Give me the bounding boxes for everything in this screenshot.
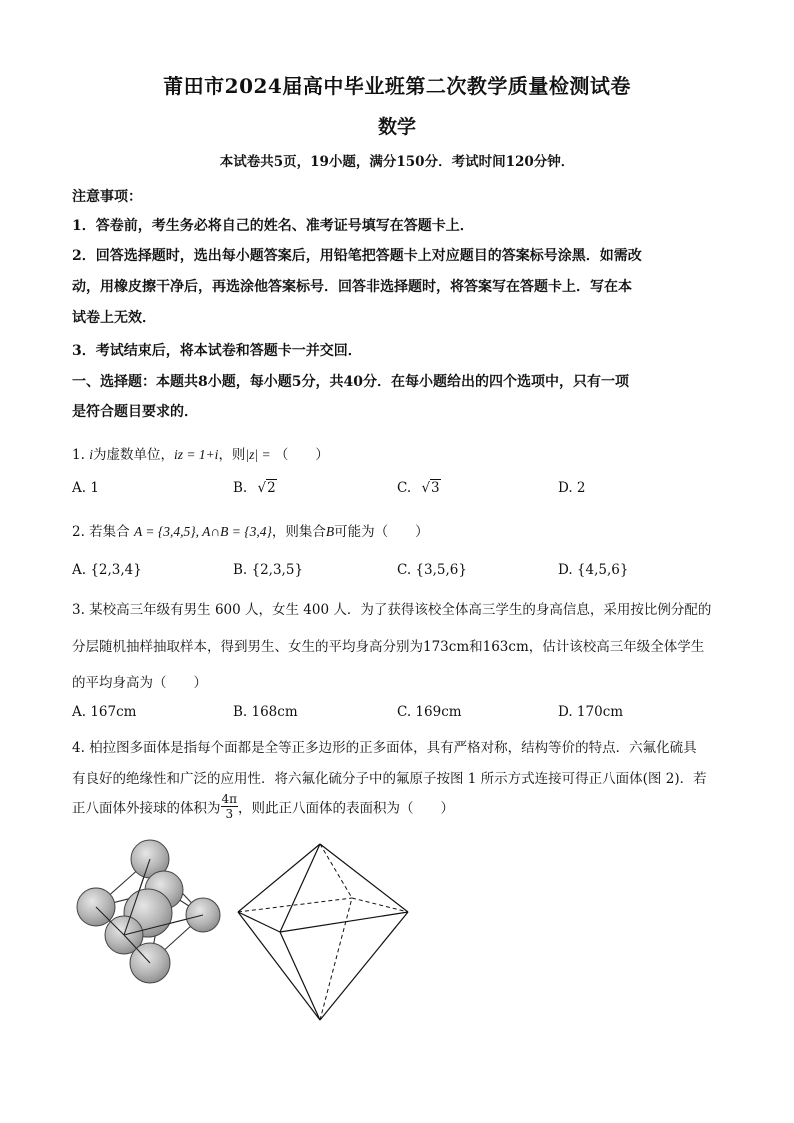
q2-option-a[interactable]: A. {2,3,4} (72, 562, 142, 578)
q1-option-b-value: 2 (267, 480, 276, 496)
set-b-symbol: B (325, 524, 335, 539)
notes-item-2-line-3: 试卷上无效． (72, 310, 156, 326)
notes-heading: 注意事项： (72, 189, 142, 205)
q1-option-a[interactable]: A. 1 (72, 480, 99, 496)
figure-1-molecule (68, 835, 228, 990)
question-3-line-1: 3. 某校高三年级有男生 600 人，女生 400 人．为了获得该校全体高三学生的身高信息，采用按比例分配的 (72, 602, 712, 618)
figure-2-octahedron (232, 840, 427, 1025)
notes-item-2-line-1: 2．回答选择题时，选出每小题答案后，用铅笔把答题卡上对应题目的答案标号涂黑．如需改 (72, 248, 642, 264)
q3-option-b[interactable]: B. 168cm (233, 704, 298, 720)
question-3-line-2: 分层随机抽样抽取样本，得到男生、女生的平均身高分别为173cm和163cm，估计该校高三年级全体学生 (72, 639, 705, 655)
q1-option-d[interactable]: D. 2 (558, 480, 586, 496)
fraction-numerator: 4π (221, 792, 238, 806)
question-4-text-a: 正八面体外接球的体积为 (72, 800, 221, 817)
q3-option-d[interactable]: D. 170cm (558, 704, 624, 720)
fraction-denominator: 3 (225, 807, 234, 821)
q2-option-c[interactable]: C. {3,5,6} (397, 562, 467, 578)
sqrt-symbol: √ (421, 480, 431, 496)
q2-option-b[interactable]: B. {2,3,5} (233, 562, 304, 578)
question-2 (72, 520, 429, 540)
imaginary-unit: i (89, 447, 93, 462)
q1-option-b-label: B. (233, 480, 248, 496)
q3-option-c[interactable]: C. 169cm (397, 704, 462, 720)
question-1-modulus: |z| = (245, 447, 271, 462)
question-1-number: 1. (72, 447, 85, 463)
question-1-text-a: 为虚数单位， (92, 447, 174, 463)
question-2-text: ，则集合 (271, 524, 326, 540)
question-1-equation: iz = 1+i (173, 447, 219, 462)
question-4-text-b: ，则此正八面体的表面积为（ ） (238, 800, 455, 817)
question-4-line-1: 4. 柏拉图多面体是指每个面都是全等正多边形的正多面体，具有严格对称，结构等价的特点．六氟化硫具 (72, 740, 697, 756)
question-2-expression: A = {3,4,5}, A∩B = {3,4} (133, 524, 272, 539)
section-1-line-2: 是符合题目要求的． (72, 404, 198, 420)
notes-item-3: 3．考试结束后，将本试卷和答题卡一并交回． (72, 343, 362, 359)
q1-option-c-value: 3 (431, 480, 440, 496)
q1-option-c-label: C. (397, 480, 412, 496)
question-2-tail: 可能为（ ） (334, 524, 429, 540)
q1-option-c[interactable] (397, 480, 441, 496)
sqrt-symbol: √ (257, 480, 267, 496)
exam-title: 莆田市2024届高中毕业班第二次教学质量检测试卷 (163, 74, 631, 98)
section-1-line-1: 一、选择题：本题共8小题，每小题5分，共40分．在每小题给出的四个选项中，只有一项 (72, 374, 629, 390)
q2-option-d[interactable]: D. {4,5,6} (558, 562, 629, 578)
q3-option-a[interactable]: A. 167cm (72, 704, 137, 720)
question-4-line-3 (72, 792, 454, 821)
notes-item-1: 1．答卷前，考生务必将自己的姓名、准考证号填写在答题卡上． (72, 218, 474, 234)
question-1 (72, 443, 329, 463)
subject-title: 数学 (377, 116, 416, 138)
q1-option-b[interactable] (233, 480, 277, 496)
question-2-prefix: 2. 若集合 (72, 524, 130, 540)
notes-item-2-line-2: 动，用橡皮擦干净后，再选涂他答案标号．回答非选择题时，将答案写在答题卡上．写在本 (72, 279, 632, 295)
question-1-text-b: ，则 (218, 447, 246, 463)
sphere-volume-fraction (221, 792, 239, 821)
exam-info: 本试卷共5页，19小题，满分150分．考试时间120分钟． (219, 154, 575, 170)
question-4-line-2: 有良好的绝缘性和广泛的应用性．将六氟化硫分子中的氟原子按图 1 所示方式连接可得正八面体(图 2)．若 (72, 771, 707, 787)
question-1-paren: （ ） (274, 447, 329, 463)
question-3-line-3: 的平均身高为（ ） (72, 675, 207, 691)
